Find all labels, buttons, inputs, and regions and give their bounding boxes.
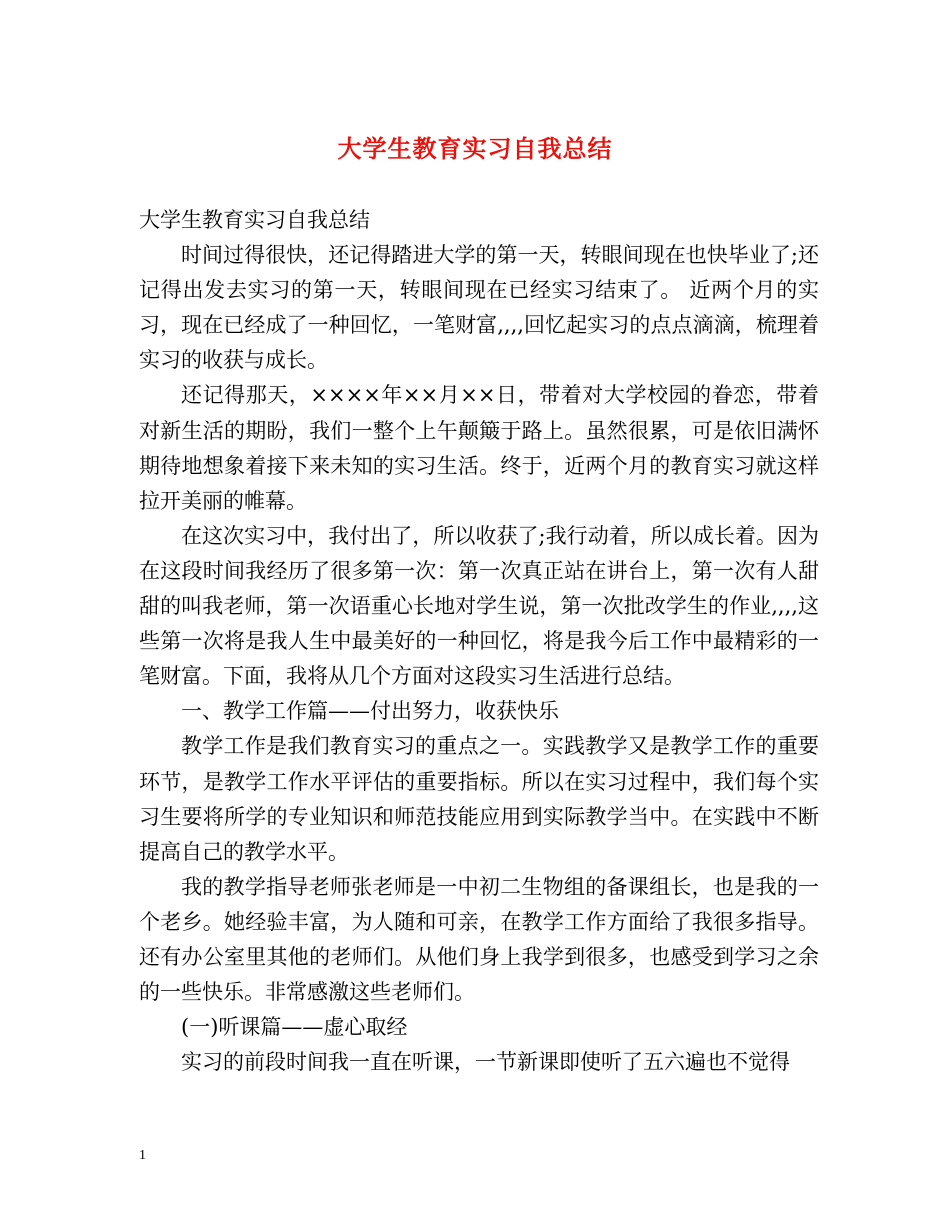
paragraph: 时间过得很快，还记得踏进大学的第一天，转眼间现在也快毕业了;还记得出发去实习的第一天，转眼间现在已经实习结束了。 近两个月的实习，现在已经成了一种回忆，一笔财富,,,,回忆起实习的点点滴滴，梳理着实习的收获与成长。 xyxy=(139,243,819,373)
paragraph: 还记得那天，××××年××月××日，带着对大学校园的眷恋，带着对新生活的期盼，我们一整个上午颠簸于路上。虽然很累，可是依旧满怀期待地想象着接下来未知的实习生活。终于，近两个月的教育实习就这样拉开美丽的帷幕。 xyxy=(139,383,819,513)
paragraph: 实习的前段时间我一直在听课，一节新课即使听了五六遍也不觉得 xyxy=(181,1050,790,1075)
paragraph: 我的教学指导老师张老师是一中初二生物组的备课组长，也是我的一个老乡。她经验丰富，为人随和可亲，在教学工作方面给了我很多指导。还有办公室里其他的老师们。从他们身上我学到很多，也感受到学习之余的一些快乐。非常感激这些老师们。 xyxy=(139,874,819,1005)
paragraph: 教学工作是我们教育实习的重点之一。实践教学又是教学工作的重要环节，是教学工作水平评估的重要指标。所以在实习过程中，我们每个实习生要将所学的专业知识和师范技能应用到实际教学当中。在实践中不断提高自己的教学水平。 xyxy=(139,734,819,864)
document-title: 大学生教育实习自我总结 xyxy=(337,134,613,163)
page-number: 1 xyxy=(139,1148,146,1163)
section-heading: 一、教学工作篇——付出努力，收获快乐 xyxy=(181,699,559,724)
body-heading: 大学生教育实习自我总结 xyxy=(139,208,370,232)
document-body xyxy=(139,203,819,1080)
subsection-heading: (一)听课篇——虚心取经 xyxy=(181,1015,408,1040)
paragraph: 在这次实习中，我付出了，所以收获了;我行动着，所以成长着。因为在这段时间我经历了很多第一次：第一次真正站在讲台上，第一次有人甜甜的叫我老师，第一次语重心长地对学生说，第一次批改学生的作业,,,,这些第一次将是我人生中最美好的一种回忆，将是我今后工作中最精彩的一笔财富。下面，我将从几个方面对这段实习生活进行总结。 xyxy=(139,523,819,689)
